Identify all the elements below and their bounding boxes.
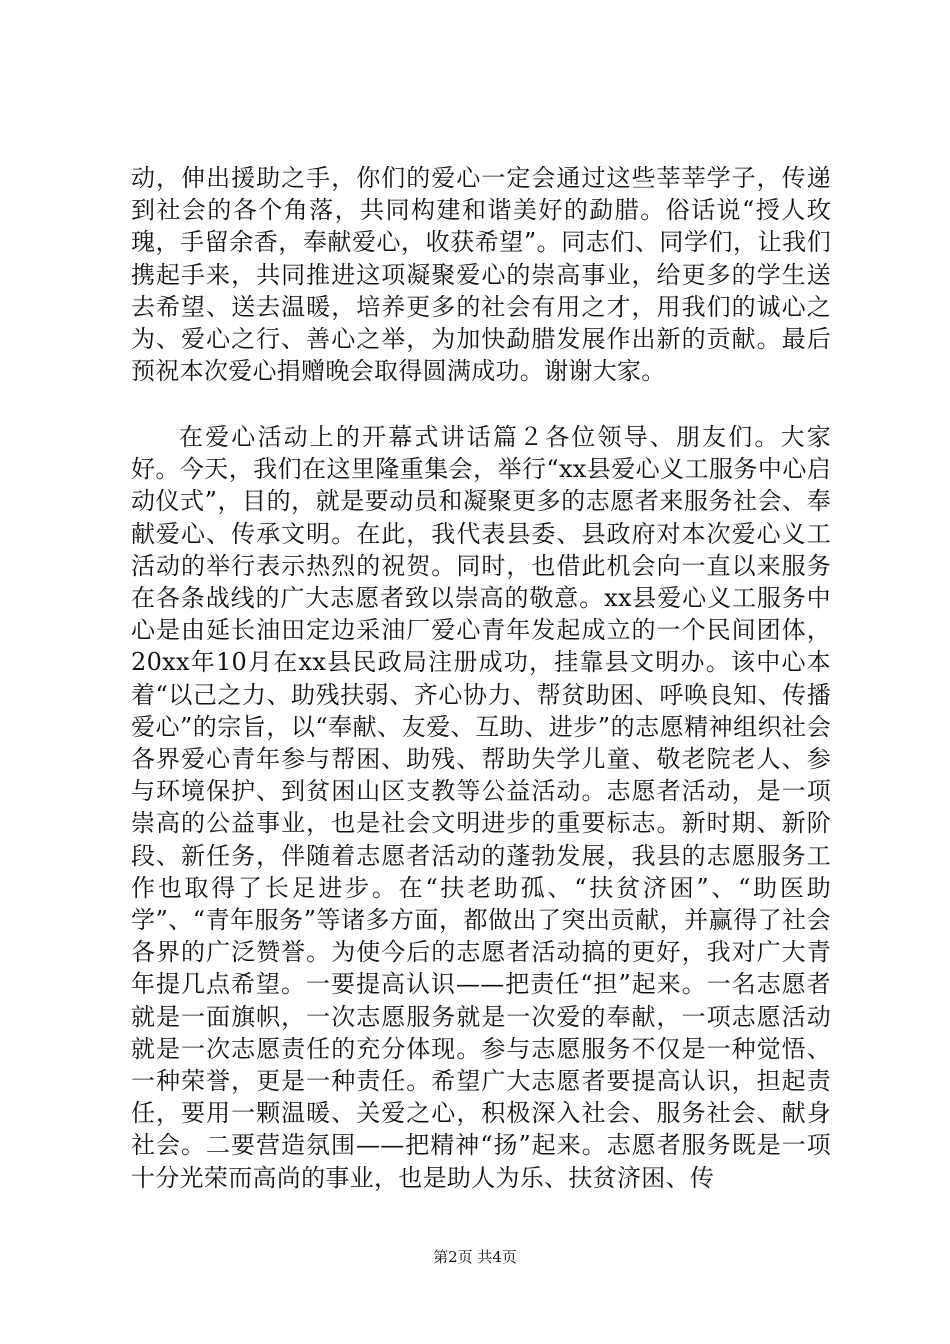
paragraph-opening-speech: 在爱心活动上的开幕式讲话篇２各位领导、朋友们。大家好。今天，我们在这里隆重集会，举行“xx县爱心义工服务中心启动仪式”，目的，就是要动员和凝聚更多的志愿者来服务社会、奉献爱心、传承文明。在此，我代表县委、县政府对本次爱心义工活动的举行表示热烈的祝贺。同时，也借此机会向一直以来服务在各条战线的广大志愿者致以崇高的敬意。xx县爱心义工服务中心是由延长油田定边采油厂爱心青年发起成立的一个民间团体，20xx年10月在xx县民政局注册成功，挂靠县文明办。该中心本着“以己之力、助残扶弱、齐心协力、帮贫助困、呼唤良知、传播爱心”的宗旨，以“奉献、友爱、互助、进步”的志愿精神组织社会各界爱心青年参与帮困、助残、帮助失学儿童、敬老院老人、参与环境保护、到贫困山区支教等公益活动。志愿者活动，是一项崇高的公益事业，也是社会文明进步的重要标志。新时期、新阶段、新任务，伴随着志愿者活动的蓬勃发展，我县的志愿服务工作也取得了长足进步。在“扶老助孤、“扶贫济困”、“助医助学”、“青年服务”等诸多方面，都做出了突出贡献，并赢得了社会各界的广泛赞誉。为使今后的志愿者活动搞的更好，我对广大青年提几点希望。一要提高认识——把责任“担”起来。一名志愿者就是一面旗帜，一次志愿服务就是一次爱的奉献，一项志愿活动就是一次志愿责任的充分体现。参与志愿服务不仅是一种觉悟、一种荣誉，更是一种责任。希望广大志愿者要提高认识，担起责任，要用一颗温暖、关爱之心，积极深入社会、服务社会、献身社会。二要营造氛围——把精神“扬”起来。志愿者服务既是一项十分光荣而高尚的事业，也是助人为乐、扶贫济困、传 [131, 423, 831, 1192]
page-number-footer: 第2页 共4页 [433, 1248, 517, 1266]
paragraph-continuation: 动，伸出援助之手，你们的爱心一定会通过这些莘莘学子，传递到社会的各个角落，共同构建和谐美好的勐腊。俗话说“授人玫瑰，手留余香，奉献爱心，收获希望”。同志们、同学们，让我们携起手来，共同推进这项凝聚爱心的崇高事业，给更多的学生送去希望、送去温暖，培养更多的社会有用之才，用我们的诚心之为、爱心之行、善心之举，为加快勐腊发展作出新的贡献。最后预祝本次爱心捐赠晚会取得圆满成功。谢谢大家。 [131, 164, 831, 386]
